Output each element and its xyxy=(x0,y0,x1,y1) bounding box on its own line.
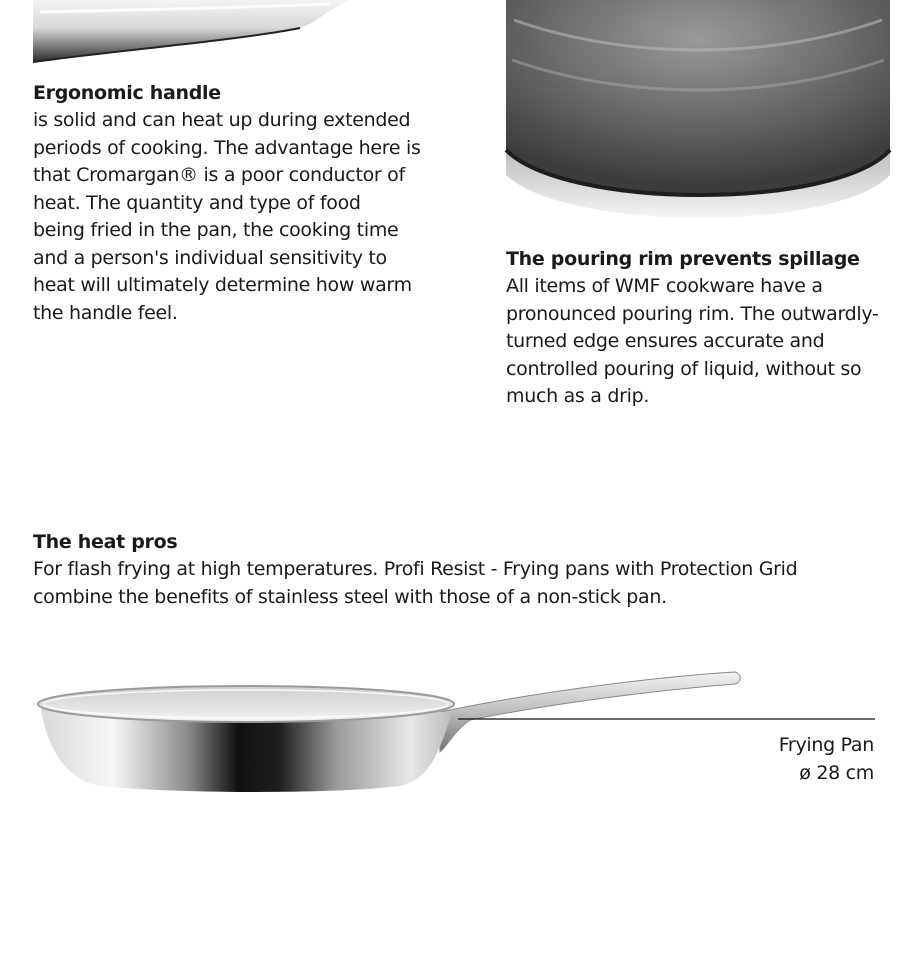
rim-section-title: The pouring rim prevents spillage xyxy=(506,248,860,270)
rim-closeup-image xyxy=(506,0,890,230)
handle-text-line: the handle feel. xyxy=(33,301,178,324)
pan-size: ø 28 cm xyxy=(799,762,874,784)
handle-text-line: periods of cooking. The advantage here is xyxy=(33,136,421,159)
handle-text-line: and a person's individual sensitivity to xyxy=(33,246,387,269)
handle-text-line: is solid and can heat up during extended xyxy=(33,109,411,131)
heat-section-title: The heat pros xyxy=(33,531,178,553)
handle-section-title: Ergonomic handle xyxy=(33,82,221,104)
pan-label xyxy=(779,731,874,787)
heat-text-line: For flash frying at high temperatures. Profi Resist - Frying pans with Protection Grid xyxy=(33,558,798,580)
rim-text-line: All items of WMF cookware have a xyxy=(506,275,823,297)
handle-text-line: that Cromargan® is a poor conductor of xyxy=(33,164,405,186)
heat-section xyxy=(33,529,893,611)
heat-text-line: combine the benefits of stainless steel with those of a non-stick pan. xyxy=(33,585,667,608)
handle-section xyxy=(33,80,453,327)
handle-closeup-image xyxy=(0,0,460,70)
handle-section-text xyxy=(33,107,453,327)
handle-text-line: heat will ultimately determine how warm xyxy=(33,274,412,296)
rim-section-text xyxy=(506,273,906,411)
heat-section-text xyxy=(33,556,893,611)
pan-name: Frying Pan xyxy=(778,734,874,756)
rim-text-line: pronounced pouring rim. The outwardly- xyxy=(506,302,879,325)
handle-text-line: heat. The quantity and type of food xyxy=(33,191,361,214)
rim-text-line: turned edge ensures accurate and xyxy=(506,330,825,352)
rim-text-line: much as a drip. xyxy=(506,385,650,407)
handle-text-line: being fried in the pan, the cooking time xyxy=(33,219,399,241)
rim-section xyxy=(506,246,906,411)
rim-text-line: controlled pouring of liquid, without so xyxy=(506,357,862,380)
